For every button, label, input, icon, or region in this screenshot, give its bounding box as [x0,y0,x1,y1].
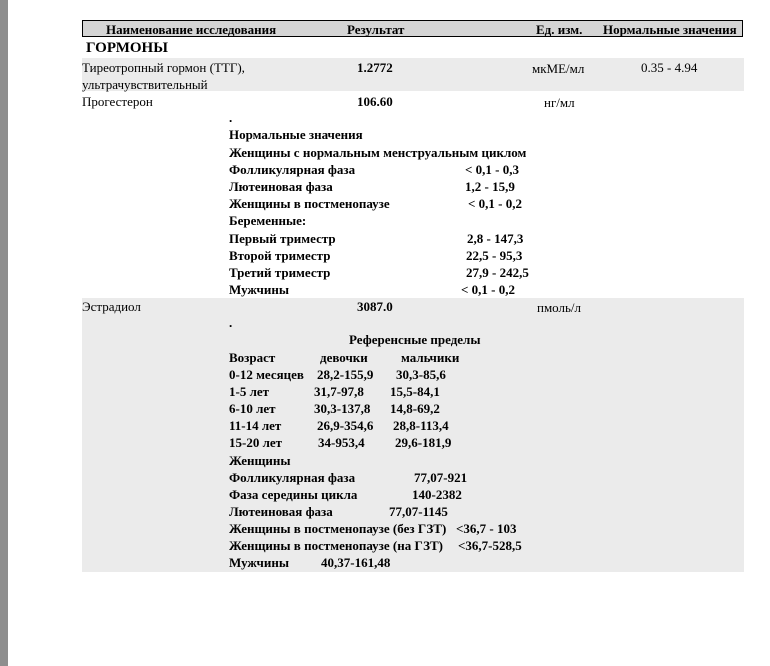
progesterone-dot: . [229,110,233,125]
age-row-girls: 34-953,4 [318,435,365,450]
progesterone-ref-value: 22,5 - 95,3 [466,248,523,263]
progesterone-ref-value: 2,8 - 147,3 [467,231,524,246]
women-title: Женщины [229,453,291,468]
estradiol-unit: пмоль/л [537,300,582,315]
women-row-label: Фолликулярная фаза [229,470,356,485]
women-row-label: Фаза середины цикла [229,487,358,502]
estradiol-result: 3087.0 [357,299,393,314]
age-row-girls: 30,3-137,8 [314,401,371,416]
women-row-value: 77,07-921 [414,470,468,485]
age-header-girls: девочки [320,350,368,365]
age-row-age: 15-20 лет [229,435,283,450]
progesterone-ref-label: Второй триместр [229,248,331,263]
men-value: 40,37-161,48 [321,555,391,570]
men-label: Мужчины [229,555,289,570]
progesterone-unit: нг/мл [544,95,575,110]
progesterone-ref-label: Мужчины [229,282,289,297]
progesterone-ref-label: Лютеиновая фаза [229,179,333,194]
age-header-boys: мальчики [401,350,460,365]
progesterone-ref-value: 27,9 - 242,5 [466,265,529,280]
women-row-label: Лютеиновая фаза [229,504,333,519]
header-normal: Нормальные значения [603,22,737,37]
women-row-value: 77,07-1145 [389,504,448,519]
progesterone-result: 106.60 [357,94,393,109]
age-row-age: 0-12 месяцев [229,367,304,382]
progesterone-ref-label: Женщины в постменопаузе [229,196,390,211]
age-row-girls: 26,9-354,6 [317,418,374,433]
age-row-age: 1-5 лет [229,384,270,399]
progesterone-ref-value: < 0,1 - 0,2 [461,282,515,297]
section-title: ГОРМОНЫ [86,40,168,56]
age-row-boys: 29,6-181,9 [395,435,452,450]
women-row-value: 140-2382 [412,487,462,502]
progesterone-ref-label: Женщины с нормальным менструальным циклом [229,145,527,160]
tsh-name-line2: ультрачувствительный [82,77,208,92]
tsh-name-line1: Тиреотропный гормон (ТТГ), [82,60,245,75]
age-row-boys: 15,5-84,1 [390,384,440,399]
progesterone-ref-value: < 0,1 - 0,3 [465,162,519,177]
header-result: Результат [347,22,405,37]
estradiol-ref-title: Референсные пределы [349,332,481,347]
age-row-girls: 28,2-155,9 [317,367,374,382]
women-row-value: <36,7 - 103 [456,521,517,536]
age-row-age: 11-14 лет [229,418,282,433]
age-row-boys: 14,8-69,2 [390,401,440,416]
progesterone-ref-value: < 0,1 - 0,2 [468,196,522,211]
women-row-label: Женщины в постменопаузе (на ГЗТ) [229,538,443,553]
age-header-age: Возраст [229,350,276,365]
progesterone-name: Прогестерон [82,94,153,109]
progesterone-ref-label: Первый триместр [229,231,336,246]
estradiol-name: Эстрадиол [82,299,141,314]
header-name: Наименование исследования [106,22,277,37]
age-row-girls: 31,7-97,8 [314,384,364,399]
left-border [0,0,8,666]
women-row-value: <36,7-528,5 [458,538,522,553]
tsh-result: 1.2772 [357,60,393,75]
header-unit: Ед. изм. [536,22,583,37]
age-row-boys: 28,8-113,4 [393,418,449,433]
age-row-boys: 30,3-85,6 [396,367,446,382]
age-row-age: 6-10 лет [229,401,276,416]
progesterone-ref-value: 1,2 - 15,9 [465,179,515,194]
tsh-normal: 0.35 - 4.94 [641,60,698,75]
estradiol-dot: . [229,315,233,330]
progesterone-ref-label: Фолликулярная фаза [229,162,356,177]
progesterone-ref-label: Беременные: [229,213,307,228]
women-row-label: Женщины в постменопаузе (без ГЗТ) [229,521,447,536]
tsh-unit: мкМЕ/мл [532,61,585,76]
progesterone-ref-title: Нормальные значения [229,127,363,142]
progesterone-ref-label: Третий триместр [229,265,331,280]
